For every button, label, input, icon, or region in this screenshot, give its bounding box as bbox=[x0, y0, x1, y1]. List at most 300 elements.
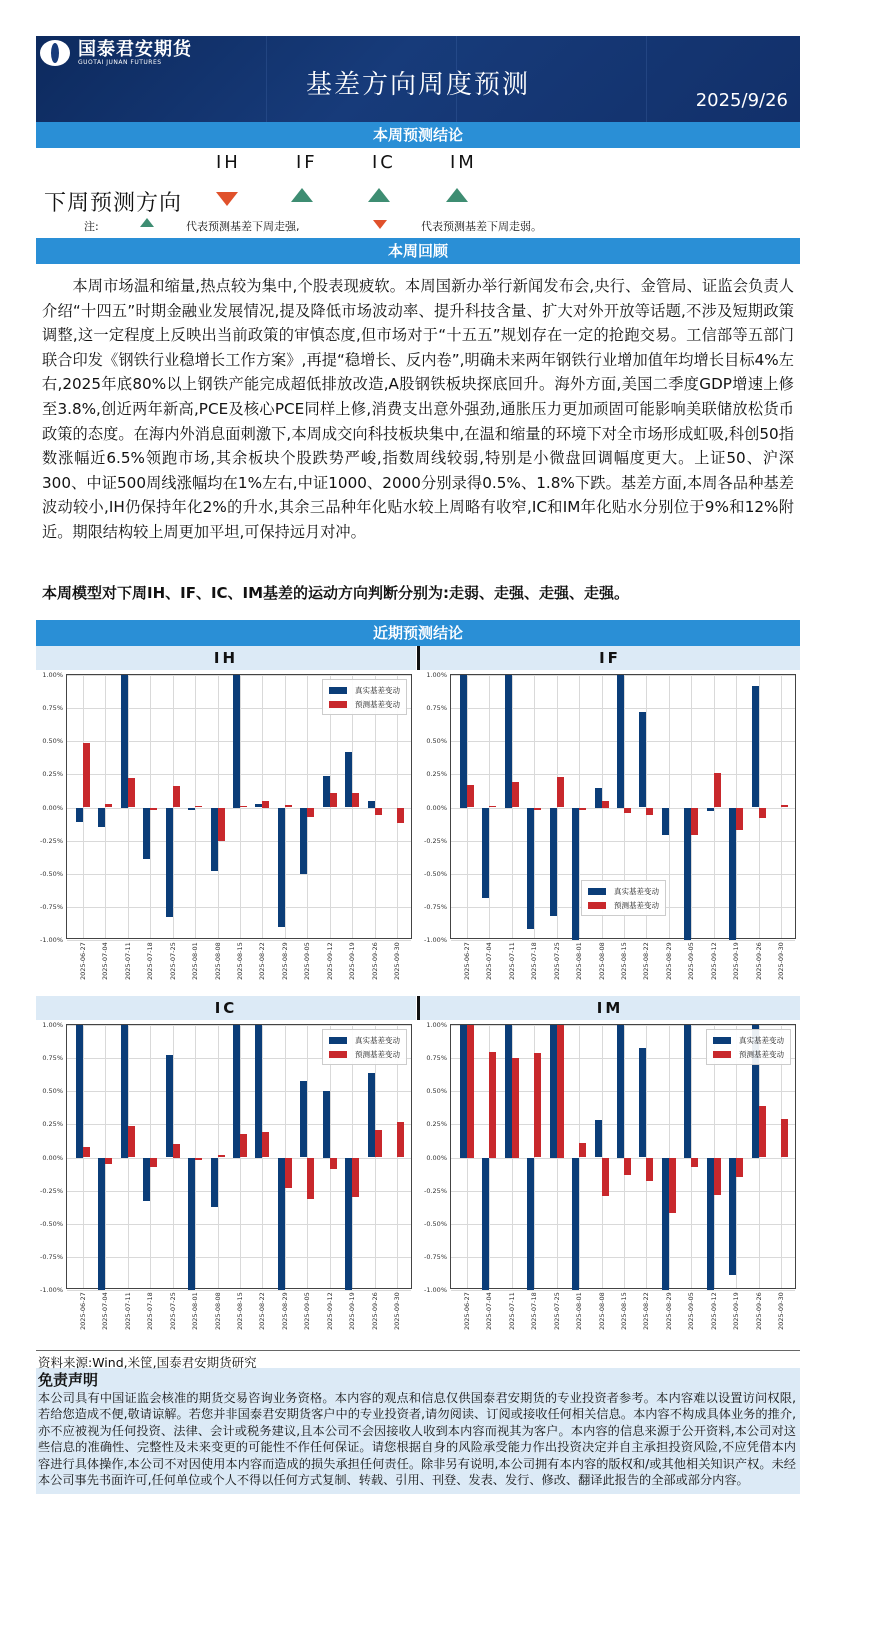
bar-predicted bbox=[534, 1053, 541, 1158]
bar-actual bbox=[482, 808, 489, 898]
x-tick-label: 2025-06-27 bbox=[462, 1292, 471, 1330]
bar-actual bbox=[527, 808, 534, 930]
bar-predicted bbox=[467, 1025, 474, 1158]
bar-actual bbox=[211, 808, 218, 872]
gridline-h bbox=[67, 907, 411, 908]
legend-swatch bbox=[713, 1051, 731, 1058]
gridline-h bbox=[451, 1290, 795, 1291]
bar-predicted bbox=[714, 1158, 721, 1195]
bar-predicted bbox=[397, 1122, 404, 1158]
bar-predicted bbox=[602, 1158, 609, 1196]
chart-title: IF bbox=[420, 646, 800, 670]
x-tick-label: 2025-06-27 bbox=[78, 942, 87, 980]
bar-predicted bbox=[352, 793, 359, 808]
bar-actual bbox=[76, 808, 83, 823]
x-tick-label: 2025-08-15 bbox=[236, 942, 244, 980]
gridline-v bbox=[534, 675, 535, 938]
gridline-h bbox=[67, 940, 411, 941]
y-tick-label: 0.25% bbox=[42, 1120, 63, 1129]
bar-actual bbox=[211, 1158, 218, 1207]
model-conclusion: 本周模型对下周IH、IF、IC、IM基差的运动方向判断分别为:走弱、走强、走强、走强。 bbox=[42, 584, 630, 602]
y-tick-label: -0.25% bbox=[424, 836, 447, 845]
bar-actual bbox=[143, 808, 150, 860]
y-tick-label: -1.00% bbox=[40, 936, 63, 944]
bar-actual bbox=[639, 712, 646, 807]
legend-swatch bbox=[713, 1037, 731, 1044]
y-tick-label: 0.75% bbox=[42, 704, 63, 713]
x-tick-label: 2025-08-08 bbox=[597, 1292, 606, 1330]
bar-actual bbox=[550, 1025, 557, 1158]
section-title-recent: 近期预测结论 bbox=[36, 620, 800, 646]
y-tick-label: -1.00% bbox=[424, 936, 447, 944]
x-tick-label: 2025-09-26 bbox=[754, 1292, 763, 1330]
legend-item bbox=[713, 1047, 784, 1061]
bar-predicted bbox=[557, 777, 564, 807]
bar-predicted bbox=[240, 806, 247, 807]
y-tick-label: -0.50% bbox=[40, 869, 63, 878]
bar-actual bbox=[662, 1158, 669, 1291]
bar-predicted bbox=[173, 1144, 180, 1157]
review-paragraph: 本周市场温和缩量,热点较为集中,个股表现疲软。本周国新办举行新闻发布会,央行、金管局、证监会负责人介绍“十四五”时期金融业发展情况,提及降低市场波动率、提升科技含量、扩大对外开放等话题,不涉及短期政策调整,这一定程度上反映出当前政策的审慎态度,但市场对于“十五五”规划存在一定的抢跑交易。工信部等五部门联合印发《钢铁行业稳增长工作方案》,再提“稳增长、反内卷”,明确未来两年钢铁行业增加值年均增长目标4%左右,2025年底80%以上钢铁产能完成超低排放改造,A股钢铁板块探底回升。海外方面,美国二季度GDP增速上修至3.8%,创近两年新高,PCE及核心PCE同样上修,消费支出意外强劲,通胀压力更加顽固可能影响美联储放松货币政策的态度。在海内外消息面刺激下,本周成交向科技板块集中,在温和缩量的环境下对全市场形成虹吸,科创50指数涨幅近6.5%领跑市场,其余板块个股跌势严峻,指数周线较弱,特别是小微盘回调幅度更大。上证50、沪深300、中证500周线涨幅均在1%左右,中证1000、2000分别录得0.5%、1.8%下跌。基差方面,本周各品种基差波动较小,IH仍保持年化2%的升水,其余三品种年化贴水较上周略有收窄,IC和IM年化贴水分别位于9%和12%附近。期限结构较上周更加平坦,可保持远月对冲。 bbox=[42, 277, 794, 541]
gridline-v bbox=[691, 675, 692, 938]
gridline-h bbox=[67, 1158, 411, 1159]
gridline-v bbox=[624, 1025, 625, 1288]
gridline-v bbox=[669, 675, 670, 938]
bar-predicted bbox=[579, 1143, 586, 1158]
legend-label: 真实基差变动 bbox=[355, 1035, 400, 1045]
chart-legend bbox=[706, 1029, 791, 1065]
gridline-h bbox=[451, 841, 795, 842]
x-tick-label: 2025-08-29 bbox=[280, 942, 289, 980]
forecast-col-ih: IH bbox=[216, 152, 241, 173]
bar-predicted bbox=[512, 782, 519, 807]
x-tick-label: 2025-07-04 bbox=[101, 1292, 110, 1330]
triangle-up-icon bbox=[446, 188, 468, 202]
bar-actual bbox=[368, 1073, 375, 1158]
x-tick-label: 2025-08-22 bbox=[642, 942, 651, 980]
x-tick-label: 2025-09-19 bbox=[732, 942, 741, 980]
bar-predicted bbox=[375, 808, 382, 816]
x-tick-label: 2025-09-19 bbox=[348, 1292, 357, 1330]
bar-actual bbox=[121, 1025, 128, 1158]
legend-swatch bbox=[329, 687, 347, 694]
y-tick-label: 1.00% bbox=[426, 671, 447, 679]
legend-label: 真实基差变动 bbox=[355, 685, 400, 695]
gridline-h bbox=[67, 841, 411, 842]
bar-actual bbox=[233, 675, 240, 808]
disclaimer-text: 本公司具有中国证监会核准的期货交易咨询业务资格。本内容的观点和信息仅供国泰君安期货的专业投资者参考。本内容难以设置访问权限,若给您造成不便,敬请谅解。若您并非国泰君安期货客户中的专业投资者,请勿阅读、订阅或接收任何相关信息。本内容不构成具体业务的推介,亦不应被视为任何投资、法律、会计或税务建议,且本公司不会因接收人收到本内容而视其为客户。本内容的信息来源于公开资料,本公司对这些信息的准确性、完整性及未来变更的可能性不作任何保证。请您根据自身的风险承受能力作出投资决定并自主承担投资风险,不应凭借本内容进行具体操作,本公司不对因使用本内容而造成的损失承担任何责任。除非另有说明,本公司拥有本内容的版权和/或其他相关知识产权。未经本公司事先书面许可,任何单位或个人不得以任何方式复制、转载、引用、刊登、发表、发行、修改、翻译此报告的全部或部分内容。 bbox=[38, 1391, 796, 1488]
bar-actual bbox=[550, 808, 557, 917]
bar-predicted bbox=[646, 808, 653, 816]
plot-area bbox=[40, 671, 412, 980]
chart-ic bbox=[36, 996, 416, 1346]
x-tick-label: 2025-09-12 bbox=[709, 942, 718, 980]
x-tick-label: 2025-07-11 bbox=[507, 942, 516, 980]
bar-actual bbox=[572, 808, 579, 941]
x-tick-label: 2025-08-15 bbox=[620, 942, 628, 980]
bar-actual bbox=[707, 1158, 714, 1291]
x-tick-label: 2025-07-25 bbox=[168, 942, 177, 980]
bar-actual bbox=[300, 1081, 307, 1158]
bar-predicted bbox=[240, 1134, 247, 1158]
legend-swatch bbox=[329, 1037, 347, 1044]
bar-actual bbox=[98, 808, 105, 828]
plot-area bbox=[40, 1021, 412, 1330]
logo-text-cn: 国泰君安期货 bbox=[78, 38, 192, 60]
gridline-h bbox=[67, 1224, 411, 1225]
y-tick-label: 0.00% bbox=[42, 1153, 63, 1162]
logo-icon bbox=[40, 40, 70, 66]
bar-actual bbox=[323, 1091, 330, 1157]
x-tick-label: 2025-07-18 bbox=[146, 942, 155, 980]
gridline-v bbox=[195, 1025, 196, 1288]
bar-actual bbox=[572, 1158, 579, 1291]
bar-actual bbox=[345, 752, 352, 808]
y-tick-label: -0.75% bbox=[40, 902, 63, 911]
y-tick-label: 0.75% bbox=[426, 704, 447, 713]
x-tick-label: 2025-07-25 bbox=[168, 1292, 177, 1330]
x-tick-label: 2025-08-22 bbox=[258, 942, 267, 980]
bar-predicted bbox=[534, 808, 541, 811]
x-tick-label: 2025-09-30 bbox=[777, 942, 786, 980]
x-tick-label: 2025-08-01 bbox=[575, 942, 584, 980]
bar-actual bbox=[482, 1158, 489, 1291]
x-tick-label: 2025-07-11 bbox=[507, 1292, 516, 1330]
x-tick-label: 2025-07-25 bbox=[552, 1292, 561, 1330]
x-tick-label: 2025-08-29 bbox=[664, 942, 673, 980]
bar-actual bbox=[188, 808, 195, 811]
y-tick-label: -1.00% bbox=[40, 1286, 63, 1294]
x-tick-label: 2025-09-30 bbox=[777, 1292, 786, 1330]
gridline-h bbox=[67, 874, 411, 875]
bar-predicted bbox=[557, 1025, 564, 1158]
y-tick-label: 0.50% bbox=[42, 1087, 63, 1096]
forecast-row-label: 下周预测方向 bbox=[44, 191, 183, 216]
bar-actual bbox=[98, 1158, 105, 1291]
x-tick-label: 2025-07-18 bbox=[530, 942, 539, 980]
bar-predicted bbox=[330, 793, 337, 808]
chart-ih bbox=[36, 646, 416, 996]
x-tick-label: 2025-09-26 bbox=[370, 942, 379, 980]
gridline-v bbox=[105, 1025, 106, 1288]
x-tick-label: 2025-09-19 bbox=[732, 1292, 741, 1330]
gridline-h bbox=[451, 874, 795, 875]
bar-actual bbox=[617, 1025, 624, 1158]
y-tick-label: 0.50% bbox=[42, 737, 63, 746]
bar-predicted bbox=[105, 804, 112, 808]
legend-label: 预测基差变动 bbox=[355, 1049, 400, 1059]
section-title-forecast: 本周预测结论 bbox=[36, 122, 800, 148]
y-tick-label: -0.75% bbox=[424, 1252, 447, 1261]
bar-actual bbox=[729, 1158, 736, 1276]
x-tick-label: 2025-09-12 bbox=[709, 1292, 718, 1330]
chart-legend bbox=[322, 679, 407, 715]
plot-area bbox=[424, 671, 796, 980]
legend-label: 真实基差变动 bbox=[614, 886, 659, 896]
y-tick-label: -0.75% bbox=[40, 1252, 63, 1261]
bar-actual bbox=[595, 1120, 602, 1157]
y-tick-label: 1.00% bbox=[42, 1021, 63, 1029]
gridline-h bbox=[67, 1290, 411, 1291]
gridline-v bbox=[736, 675, 737, 938]
bar-predicted bbox=[579, 808, 586, 811]
gridline-h bbox=[67, 1191, 411, 1192]
bar-actual bbox=[188, 1158, 195, 1291]
y-tick-label: -0.50% bbox=[40, 1219, 63, 1228]
y-tick-label: 0.75% bbox=[426, 1054, 447, 1063]
gridline-v bbox=[602, 1025, 603, 1288]
legend-label: 预测基差变动 bbox=[739, 1049, 784, 1059]
bar-actual bbox=[368, 801, 375, 808]
legend-swatch bbox=[588, 902, 606, 909]
bar-predicted bbox=[624, 1158, 631, 1175]
gridline-v bbox=[759, 675, 760, 938]
gridline-h bbox=[451, 1224, 795, 1225]
bar-predicted bbox=[285, 805, 292, 808]
bar-predicted bbox=[646, 1158, 653, 1182]
bar-predicted bbox=[489, 1052, 496, 1158]
company-logo bbox=[40, 40, 192, 66]
y-tick-label: 0.00% bbox=[42, 803, 63, 812]
bar-predicted bbox=[467, 785, 474, 808]
x-tick-label: 2025-07-04 bbox=[101, 942, 110, 980]
plot-area bbox=[424, 1021, 796, 1330]
x-tick-label: 2025-07-18 bbox=[530, 1292, 539, 1330]
bar-predicted bbox=[691, 1158, 698, 1167]
y-tick-label: 1.00% bbox=[426, 1021, 447, 1029]
gridline-v bbox=[150, 1025, 151, 1288]
forecast-col-if: IF bbox=[296, 152, 318, 173]
legend-swatch bbox=[588, 888, 606, 895]
bar-predicted bbox=[669, 1158, 676, 1214]
header-banner bbox=[36, 36, 800, 122]
legend-item bbox=[329, 683, 400, 697]
legend-item bbox=[329, 697, 400, 711]
y-tick-label: 0.50% bbox=[426, 737, 447, 746]
x-tick-label: 2025-08-29 bbox=[664, 1292, 673, 1330]
bar-predicted bbox=[602, 801, 609, 808]
bar-actual bbox=[166, 808, 173, 918]
forecast-col-ic: IC bbox=[372, 152, 396, 173]
bar-predicted bbox=[691, 808, 698, 836]
bar-predicted bbox=[307, 808, 314, 817]
x-tick-label: 2025-07-04 bbox=[485, 942, 494, 980]
bar-actual bbox=[684, 808, 691, 941]
review-text bbox=[36, 264, 800, 576]
gridline-h bbox=[451, 1191, 795, 1192]
gridline-v bbox=[150, 675, 151, 938]
bar-predicted bbox=[781, 1119, 788, 1157]
gridline-h bbox=[451, 1257, 795, 1258]
gridline-h bbox=[451, 808, 795, 809]
bar-actual bbox=[345, 1158, 352, 1291]
bar-predicted bbox=[352, 1158, 359, 1198]
bar-predicted bbox=[195, 1158, 202, 1161]
chart-if bbox=[420, 646, 800, 996]
bar-predicted bbox=[195, 806, 202, 807]
chart-title: IC bbox=[36, 996, 416, 1020]
chart-legend bbox=[581, 880, 666, 916]
legend-item bbox=[329, 1033, 400, 1047]
logo-text-en: GUOTAI JUNAN FUTURES bbox=[78, 58, 162, 66]
legend-item bbox=[588, 898, 659, 912]
chart-im bbox=[420, 996, 800, 1346]
x-tick-label: 2025-07-18 bbox=[146, 1292, 155, 1330]
bar-predicted bbox=[736, 808, 743, 831]
bar-actual bbox=[617, 675, 624, 808]
bar-predicted bbox=[624, 808, 631, 813]
x-tick-label: 2025-09-30 bbox=[393, 942, 402, 980]
x-tick-label: 2025-09-30 bbox=[393, 1292, 402, 1330]
y-tick-label: 0.75% bbox=[42, 1054, 63, 1063]
bar-actual bbox=[233, 1025, 240, 1158]
bar-predicted bbox=[781, 805, 788, 808]
gridline-v bbox=[579, 675, 580, 938]
legend-label: 真实基差变动 bbox=[739, 1035, 784, 1045]
x-tick-label: 2025-08-22 bbox=[258, 1292, 267, 1330]
legend-label: 预测基差变动 bbox=[614, 900, 659, 910]
bar-predicted bbox=[262, 1132, 269, 1157]
bar-actual bbox=[121, 675, 128, 808]
triangle-up-icon bbox=[291, 188, 313, 202]
x-tick-label: 2025-09-26 bbox=[754, 942, 763, 980]
legend-swatch bbox=[329, 701, 347, 708]
y-tick-label: -0.75% bbox=[424, 902, 447, 911]
note-down-text: 代表预测基差下周走弱。 bbox=[421, 220, 542, 233]
x-tick-label: 2025-07-25 bbox=[552, 942, 561, 980]
report-date: 2025/9/26 bbox=[695, 90, 788, 111]
bar-predicted bbox=[307, 1158, 314, 1199]
bar-predicted bbox=[489, 806, 496, 807]
bar-predicted bbox=[128, 1126, 135, 1158]
chart-title: IH bbox=[36, 646, 416, 670]
x-tick-label: 2025-09-05 bbox=[687, 942, 696, 980]
disclaimer-title: 免责声明 bbox=[38, 1371, 99, 1389]
x-tick-label: 2025-08-08 bbox=[213, 1292, 222, 1330]
bar-predicted bbox=[83, 1147, 90, 1158]
x-tick-label: 2025-08-01 bbox=[191, 1292, 200, 1330]
report-title: 基差方向周度预测 bbox=[305, 70, 530, 100]
y-tick-label: -0.25% bbox=[424, 1186, 447, 1195]
bar-predicted bbox=[105, 1158, 112, 1165]
bar-predicted bbox=[736, 1158, 743, 1178]
bar-actual bbox=[278, 808, 285, 927]
charts-grid bbox=[36, 646, 800, 1346]
legend-item bbox=[588, 884, 659, 898]
y-tick-label: -1.00% bbox=[424, 1286, 447, 1294]
bar-actual bbox=[752, 686, 759, 808]
y-tick-label: 0.50% bbox=[426, 1087, 447, 1096]
legend-label: 预测基差变动 bbox=[355, 699, 400, 709]
x-tick-label: 2025-08-15 bbox=[236, 1292, 244, 1330]
y-tick-label: 0.25% bbox=[426, 1120, 447, 1129]
x-tick-label: 2025-09-05 bbox=[303, 1292, 312, 1330]
bar-predicted bbox=[150, 808, 157, 811]
legend-triangle-down-icon bbox=[373, 220, 387, 229]
bar-predicted bbox=[262, 801, 269, 808]
x-tick-label: 2025-08-08 bbox=[597, 942, 606, 980]
bar-predicted bbox=[128, 778, 135, 807]
x-tick-label: 2025-06-27 bbox=[78, 1292, 87, 1330]
disclaimer-box bbox=[36, 1368, 800, 1494]
bar-predicted bbox=[285, 1158, 292, 1188]
bar-predicted bbox=[759, 808, 766, 819]
bar-predicted bbox=[714, 773, 721, 807]
x-tick-label: 2025-07-11 bbox=[123, 1292, 132, 1330]
gridline-v bbox=[691, 1025, 692, 1288]
section-title-review: 本周回顾 bbox=[36, 238, 800, 264]
x-tick-label: 2025-09-05 bbox=[687, 1292, 696, 1330]
x-tick-label: 2025-06-27 bbox=[462, 942, 471, 980]
gridline-h bbox=[451, 940, 795, 941]
bar-actual bbox=[166, 1055, 173, 1157]
note-up-text: 代表预测基差下周走强, bbox=[186, 220, 300, 233]
gridline-v bbox=[646, 1025, 647, 1288]
bar-actual bbox=[527, 1158, 534, 1291]
bar-actual bbox=[143, 1158, 150, 1202]
y-tick-label: 0.00% bbox=[426, 1153, 447, 1162]
gridline-h bbox=[67, 808, 411, 809]
forecast-table bbox=[36, 148, 800, 238]
bar-predicted bbox=[173, 786, 180, 807]
gridline-h bbox=[451, 1158, 795, 1159]
bar-actual bbox=[278, 1158, 285, 1291]
x-tick-label: 2025-08-08 bbox=[213, 942, 222, 980]
x-tick-label: 2025-07-04 bbox=[485, 1292, 494, 1330]
y-tick-label: -0.25% bbox=[40, 1186, 63, 1195]
x-tick-label: 2025-08-01 bbox=[191, 942, 200, 980]
legend-item bbox=[713, 1033, 784, 1047]
bar-actual bbox=[505, 675, 512, 808]
x-tick-label: 2025-08-29 bbox=[280, 1292, 289, 1330]
x-tick-label: 2025-08-22 bbox=[642, 1292, 651, 1330]
y-tick-label: 0.00% bbox=[426, 803, 447, 812]
bar-actual bbox=[729, 808, 736, 941]
legend-item bbox=[329, 1047, 400, 1061]
bar-actual bbox=[255, 1025, 262, 1158]
x-tick-label: 2025-09-12 bbox=[325, 942, 334, 980]
gridline-v bbox=[218, 675, 219, 938]
bar-actual bbox=[460, 1025, 467, 1158]
x-tick-label: 2025-09-05 bbox=[303, 942, 312, 980]
bar-actual bbox=[460, 675, 467, 808]
forecast-col-im: IM bbox=[450, 152, 477, 173]
gridline-h bbox=[67, 1257, 411, 1258]
chart-title: IM bbox=[420, 996, 800, 1020]
bar-actual bbox=[300, 808, 307, 874]
x-tick-label: 2025-08-15 bbox=[620, 1292, 628, 1330]
bar-actual bbox=[662, 808, 669, 836]
bar-actual bbox=[255, 804, 262, 808]
triangle-down-icon bbox=[216, 192, 238, 206]
y-tick-label: -0.50% bbox=[424, 869, 447, 878]
y-tick-label: -0.25% bbox=[40, 836, 63, 845]
x-tick-label: 2025-07-11 bbox=[123, 942, 132, 980]
bar-actual bbox=[76, 1025, 83, 1158]
x-tick-label: 2025-09-12 bbox=[325, 1292, 334, 1330]
x-tick-label: 2025-09-19 bbox=[348, 942, 357, 980]
bar-actual bbox=[707, 808, 714, 812]
note-prefix: 注: bbox=[84, 220, 99, 233]
bar-predicted bbox=[512, 1058, 519, 1157]
bar-predicted bbox=[218, 808, 225, 841]
bar-predicted bbox=[759, 1106, 766, 1158]
bar-predicted bbox=[397, 808, 404, 824]
y-tick-label: 0.25% bbox=[42, 770, 63, 779]
bar-actual bbox=[323, 776, 330, 808]
bar-predicted bbox=[375, 1130, 382, 1158]
bar-predicted bbox=[83, 743, 90, 808]
